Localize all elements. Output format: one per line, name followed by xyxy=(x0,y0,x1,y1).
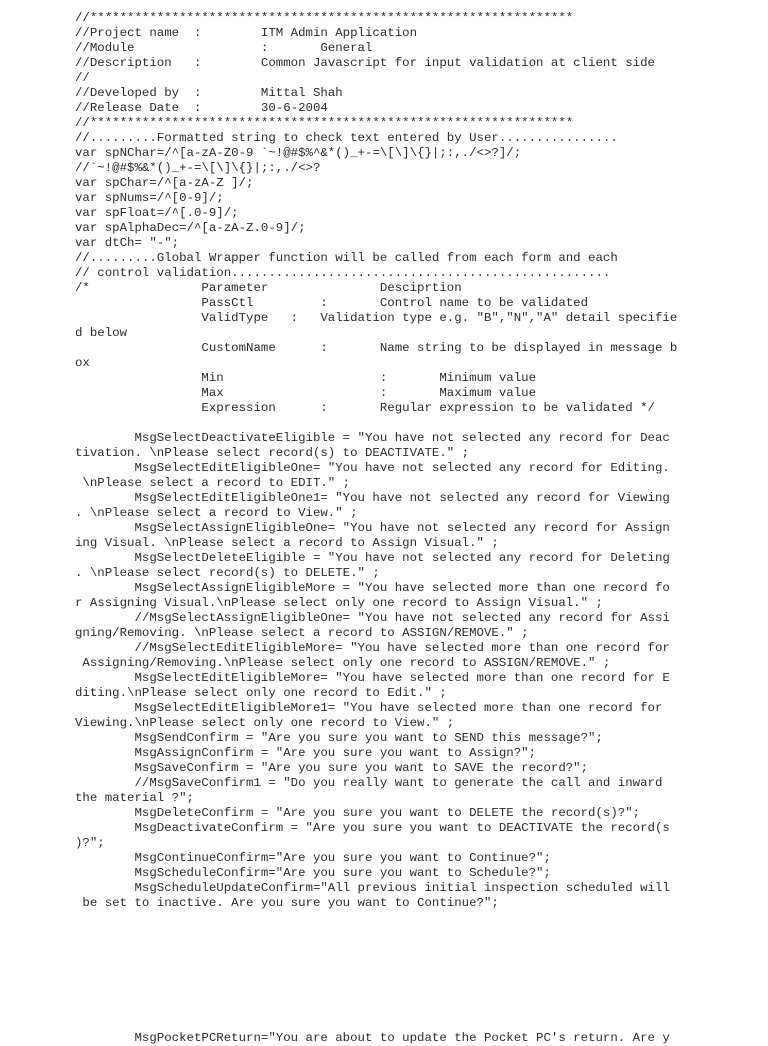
code-line: the material ?"; xyxy=(75,791,194,805)
code-line: //***************************************************************** xyxy=(75,116,574,130)
code-line: //.........Global Wrapper function will be called from each form and each xyxy=(75,251,618,265)
code-line: gning/Removing. \nPlease select a record to ASSIGN/REMOVE." ; xyxy=(75,626,529,640)
code-line: PassCtl : Control name to be validated xyxy=(75,296,589,310)
code-line xyxy=(75,1001,755,1016)
code-line: var spNums=/^[0-9]/; xyxy=(75,191,224,205)
code-line: MsgSaveConfirm = "Are you sure you want to SAVE the record?"; xyxy=(75,761,589,775)
code-line: var spAlphaDec=/^[a-zA-Z.0-9]/; xyxy=(75,221,306,235)
code-line: // xyxy=(75,71,90,85)
code-line: MsgSelectAssignEligibleOne= "You have not selected any record for Assign xyxy=(75,521,670,535)
code-line: d below xyxy=(75,326,128,340)
code-line: Assigning/Removing.\nPlease select only one record to ASSIGN/REMOVE." ; xyxy=(75,656,611,670)
code-line: MsgSelectEditEligibleMore= "You have selected more than one record for E xyxy=(75,671,670,685)
code-line: MsgPocketPCReturn="You are about to update the Pocket PC's return. Are y xyxy=(75,1031,670,1045)
code-line: MsgScheduleUpdateConfirm="All previous initial inspection scheduled will xyxy=(75,881,670,895)
code-line: )?"; xyxy=(75,836,105,850)
code-line: //MsgSelectEditEligibleMore= "You have selected more than one record for xyxy=(75,641,670,655)
code-line xyxy=(75,941,755,956)
code-line: MsgSendConfirm = "Are you sure you want to SEND this message?"; xyxy=(75,731,603,745)
code-line: tivation. \nPlease select record(s) to DEACTIVATE." ; xyxy=(75,446,470,460)
code-line xyxy=(75,986,755,1001)
code-line: // control validation................................................... xyxy=(75,266,611,280)
code-line: MsgDeleteConfirm = "Are you sure you want to DELETE the record(s)?"; xyxy=(75,806,641,820)
code-line: Max : Maximum value xyxy=(75,386,537,400)
code-line: \nPlease select a record to EDIT." ; xyxy=(75,476,351,490)
code-line: var spFloat=/^[.0-9]/; xyxy=(75,206,239,220)
code-line: var spChar=/^[a-zA-Z ]/; xyxy=(75,176,254,190)
code-line: //.........Formatted string to check text entered by User................ xyxy=(75,131,618,145)
code-line: //***************************************************************** xyxy=(75,11,574,25)
code-line: //Module : General xyxy=(75,41,373,55)
code-line: CustomName : Name string to be displayed in message b xyxy=(75,341,678,355)
code-line: MsgSelectAssignEligibleMore = "You have selected more than one record fo xyxy=(75,581,670,595)
code-line: MsgSelectEditEligibleOne= "You have not selected any record for Editing. xyxy=(75,461,670,475)
code-line: Viewing.\nPlease select only one record to View." ; xyxy=(75,716,455,730)
code-line: //Project name : ITM Admin Application xyxy=(75,26,418,40)
code-line: /* Parameter Desciprtion xyxy=(75,281,462,295)
code-line: MsgAssignConfirm = "Are you sure you want to Assign?"; xyxy=(75,746,537,760)
code-line: //MsgSelectAssignEligibleOne= "You have not selected any record for Assi xyxy=(75,611,670,625)
code-line: //Release Date : 30-6-2004 xyxy=(75,101,328,115)
code-line: //MsgSaveConfirm1 = "Do you really want to generate the call and inward xyxy=(75,776,663,790)
code-line: diting.\nPlease select only one record to Edit." ; xyxy=(75,686,447,700)
code-line: MsgDeactivateConfirm = "Are you sure you want to DEACTIVATE the record(s xyxy=(75,821,670,835)
code-document xyxy=(75,11,755,1046)
code-line: ox xyxy=(75,356,90,370)
code-line: MsgSelectEditEligibleOne1= "You have not selected any record for Viewing xyxy=(75,491,670,505)
code-line: MsgSelectDeactivateEligible = "You have not selected any record for Deac xyxy=(75,431,670,445)
code-line: Min : Minimum value xyxy=(75,371,537,385)
code-line: Expression : Regular expression to be validated */ xyxy=(75,401,655,415)
code-line: r Assigning Visual.\nPlease select only one record to Assign Visual." ; xyxy=(75,596,603,610)
code-line: //Description : Common Javascript for input validation at client side xyxy=(75,56,655,70)
code-line: var spNChar=/^[a-zA-Z0-9 `~!@#$%^&*()_+-=\[\]\{}|;:,./<>?]/; xyxy=(75,146,522,160)
code-line: MsgScheduleConfirm="Are you sure you want to Schedule?"; xyxy=(75,866,551,880)
code-line: . \nPlease select a record to View." ; xyxy=(75,506,358,520)
code-line: . \nPlease select record(s) to DELETE." ; xyxy=(75,566,380,580)
code-line xyxy=(75,971,755,986)
code-line: //`~!@#$%&*()_+-=\[\]\{}|;:,./<>? xyxy=(75,161,321,175)
code-line: var dtCh= "-"; xyxy=(75,236,180,250)
code-line: MsgSelectEditEligibleMore1= "You have selected more than one record for xyxy=(75,701,663,715)
code-line xyxy=(75,956,755,971)
code-line xyxy=(75,416,755,431)
code-line: //Developed by : Mittal Shah xyxy=(75,86,343,100)
code-line xyxy=(75,926,755,941)
code-line: MsgContinueConfirm="Are you sure you want to Continue?"; xyxy=(75,851,551,865)
code-line: ValidType : Validation type e.g. "B","N","A" detail specifie xyxy=(75,311,678,325)
code-line xyxy=(75,911,755,926)
code-line: be set to inactive. Are you sure you want to Continue?"; xyxy=(75,896,499,910)
code-line: ing Visual. \nPlease select a record to Assign Visual." ; xyxy=(75,536,499,550)
code-line: MsgSelectDeleteEligible = "You have not selected any record for Deleting xyxy=(75,551,670,565)
